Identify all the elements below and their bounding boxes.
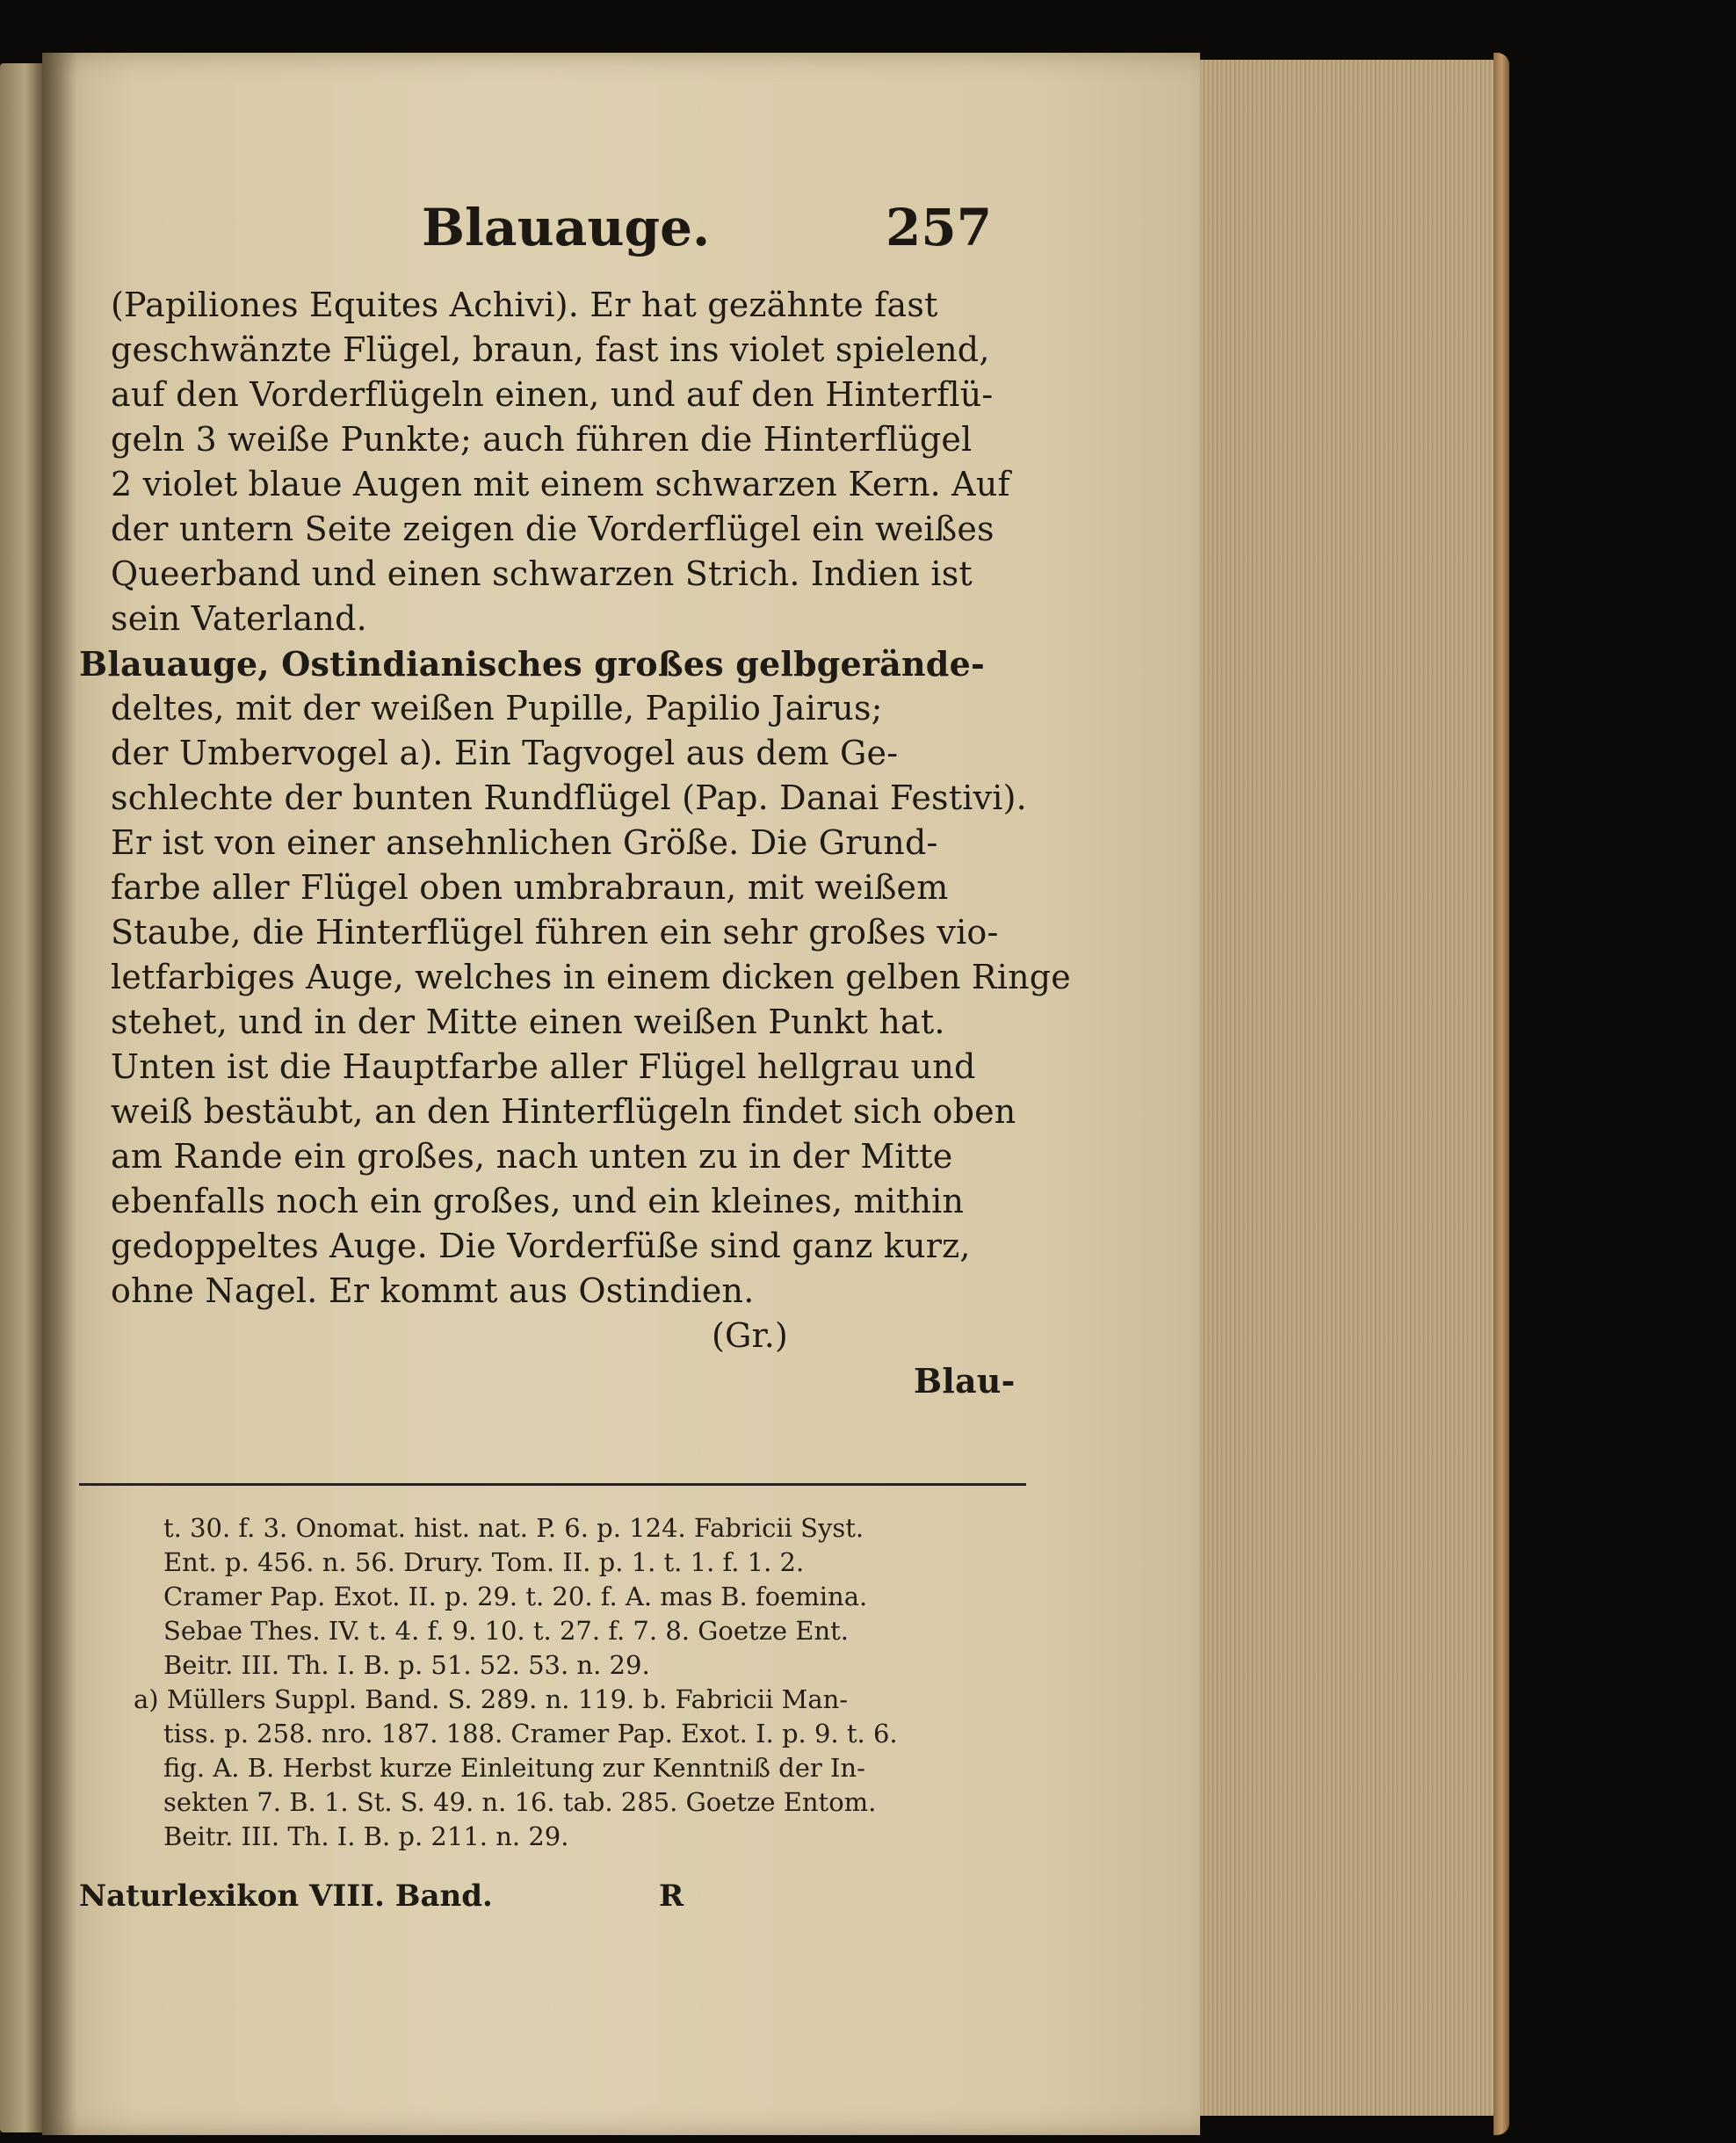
signature-mark: R: [659, 1879, 684, 1914]
footer-volume: Naturlexikon VIII. Band.: [79, 1879, 493, 1914]
footnote-line: fig. A. B. Herbst kurze Einleitung zur Kenntniß der In-: [163, 1753, 865, 1783]
spine-shadow: [42, 53, 77, 2135]
footnote-line: Beitr. III. Th. I. B. p. 51. 52. 53. n. 29.: [163, 1650, 650, 1680]
body-line: ebenfalls noch ein großes, und ein kleines, mithin: [111, 1182, 965, 1220]
body-line: gedoppeltes Auge. Die Vorderfüße sind ganz kurz,: [111, 1227, 971, 1265]
body-line: farbe aller Flügel oben umbrabraun, mit weißem: [111, 868, 949, 907]
footnote-line: Cramer Pap. Exot. II. p. 29. t. 20. f. A. mas B. foemina.: [163, 1582, 868, 1611]
body-line: der Umbervogel a). Ein Tagvogel aus dem Ge-: [111, 734, 899, 772]
body-line: Er ist von einer ansehnlichen Größe. Die Grund-: [111, 823, 938, 862]
body-line: geln 3 weiße Punkte; auch führen die Hinterflügel: [111, 420, 973, 459]
body-line: Blauauge, Ostindianisches großes gelbgerände-: [79, 644, 985, 684]
footnote-line: t. 30. f. 3. Onomat. hist. nat. P. 6. p. 124. Fabricii Syst.: [163, 1513, 864, 1543]
body-line: sein Vaterland.: [111, 599, 367, 638]
body-line: der untern Seite zeigen die Vorderflügel ein weißes: [111, 510, 995, 548]
page-content: [42, 53, 1200, 2135]
footnote-line: tiss. p. 258. nro. 187. 188. Cramer Pap. Exot. I. p. 9. t. 6.: [163, 1719, 898, 1748]
book-cover: [1494, 53, 1509, 2135]
body-line: ohne Nagel. Er kommt aus Ostindien.: [111, 1271, 755, 1310]
footer: [79, 1879, 1028, 1914]
footnote-rule: [79, 1483, 1026, 1486]
footnote-line: a) Müllers Suppl. Band. S. 289. n. 119. b. Fabricii Man-: [134, 1684, 849, 1714]
body-line: am Rande ein großes, nach unten zu in der Mitte: [111, 1137, 953, 1176]
body-line: (Gr.): [712, 1316, 789, 1355]
body-line: schlechte der bunten Rundflügel (Pap. Danai Festivi).: [111, 778, 1027, 817]
page: [42, 53, 1200, 2135]
page-edges: [1197, 60, 1501, 2116]
body-line: deltes, mit der weißen Pupille, Papilio Jairus;: [111, 689, 883, 728]
footnotes: [98, 1511, 1038, 1854]
body-line: geschwänzte Flügel, braun, fast ins violet spielend,: [111, 330, 990, 369]
body-line: Blau-: [914, 1361, 1016, 1401]
body-line: Queerband und einen schwarzen Strich. Indien ist: [111, 554, 973, 593]
body-line: letfarbiges Auge, welches in einem dicken gelben Ringe: [111, 958, 1071, 996]
left-page-edge: [0, 63, 42, 2132]
footnote-line: Ent. p. 456. n. 56. Drury. Tom. II. p. 1. t. 1. f. 1. 2.: [163, 1547, 805, 1577]
body-line: 2 violet blaue Augen mit einem schwarzen Kern. Auf: [111, 465, 1010, 503]
body-line: auf den Vorderflügeln einen, und auf den Hinterflü-: [111, 375, 994, 414]
body-line: (Papiliones Equites Achivi). Er hat gezähnte fast: [111, 286, 938, 324]
body-line: Unten ist die Hauptfarbe aller Flügel hellgrau und: [111, 1047, 976, 1086]
footnote-line: Sebae Thes. IV. t. 4. f. 9. 10. t. 27. f. 7. 8. Goetze Ent.: [163, 1616, 850, 1646]
running-title: Blauauge.: [422, 198, 711, 257]
footnote-line: sekten 7. B. 1. St. S. 49. n. 16. tab. 285. Goetze Entom.: [163, 1787, 877, 1817]
body-line: weiß bestäubt, an den Hinterflügeln findet sich oben: [111, 1092, 1016, 1131]
book: [0, 53, 1736, 2143]
page-number: 257: [886, 198, 993, 257]
running-header: [42, 198, 1200, 277]
body-line: stehet, und in der Mitte einen weißen Punkt hat.: [111, 1003, 945, 1041]
body-text: [79, 283, 1071, 1403]
footnote-line: Beitr. III. Th. I. B. p. 211. n. 29.: [163, 1821, 569, 1851]
body-line: Staube, die Hinterflügel führen ein sehr großes vio-: [111, 913, 999, 952]
